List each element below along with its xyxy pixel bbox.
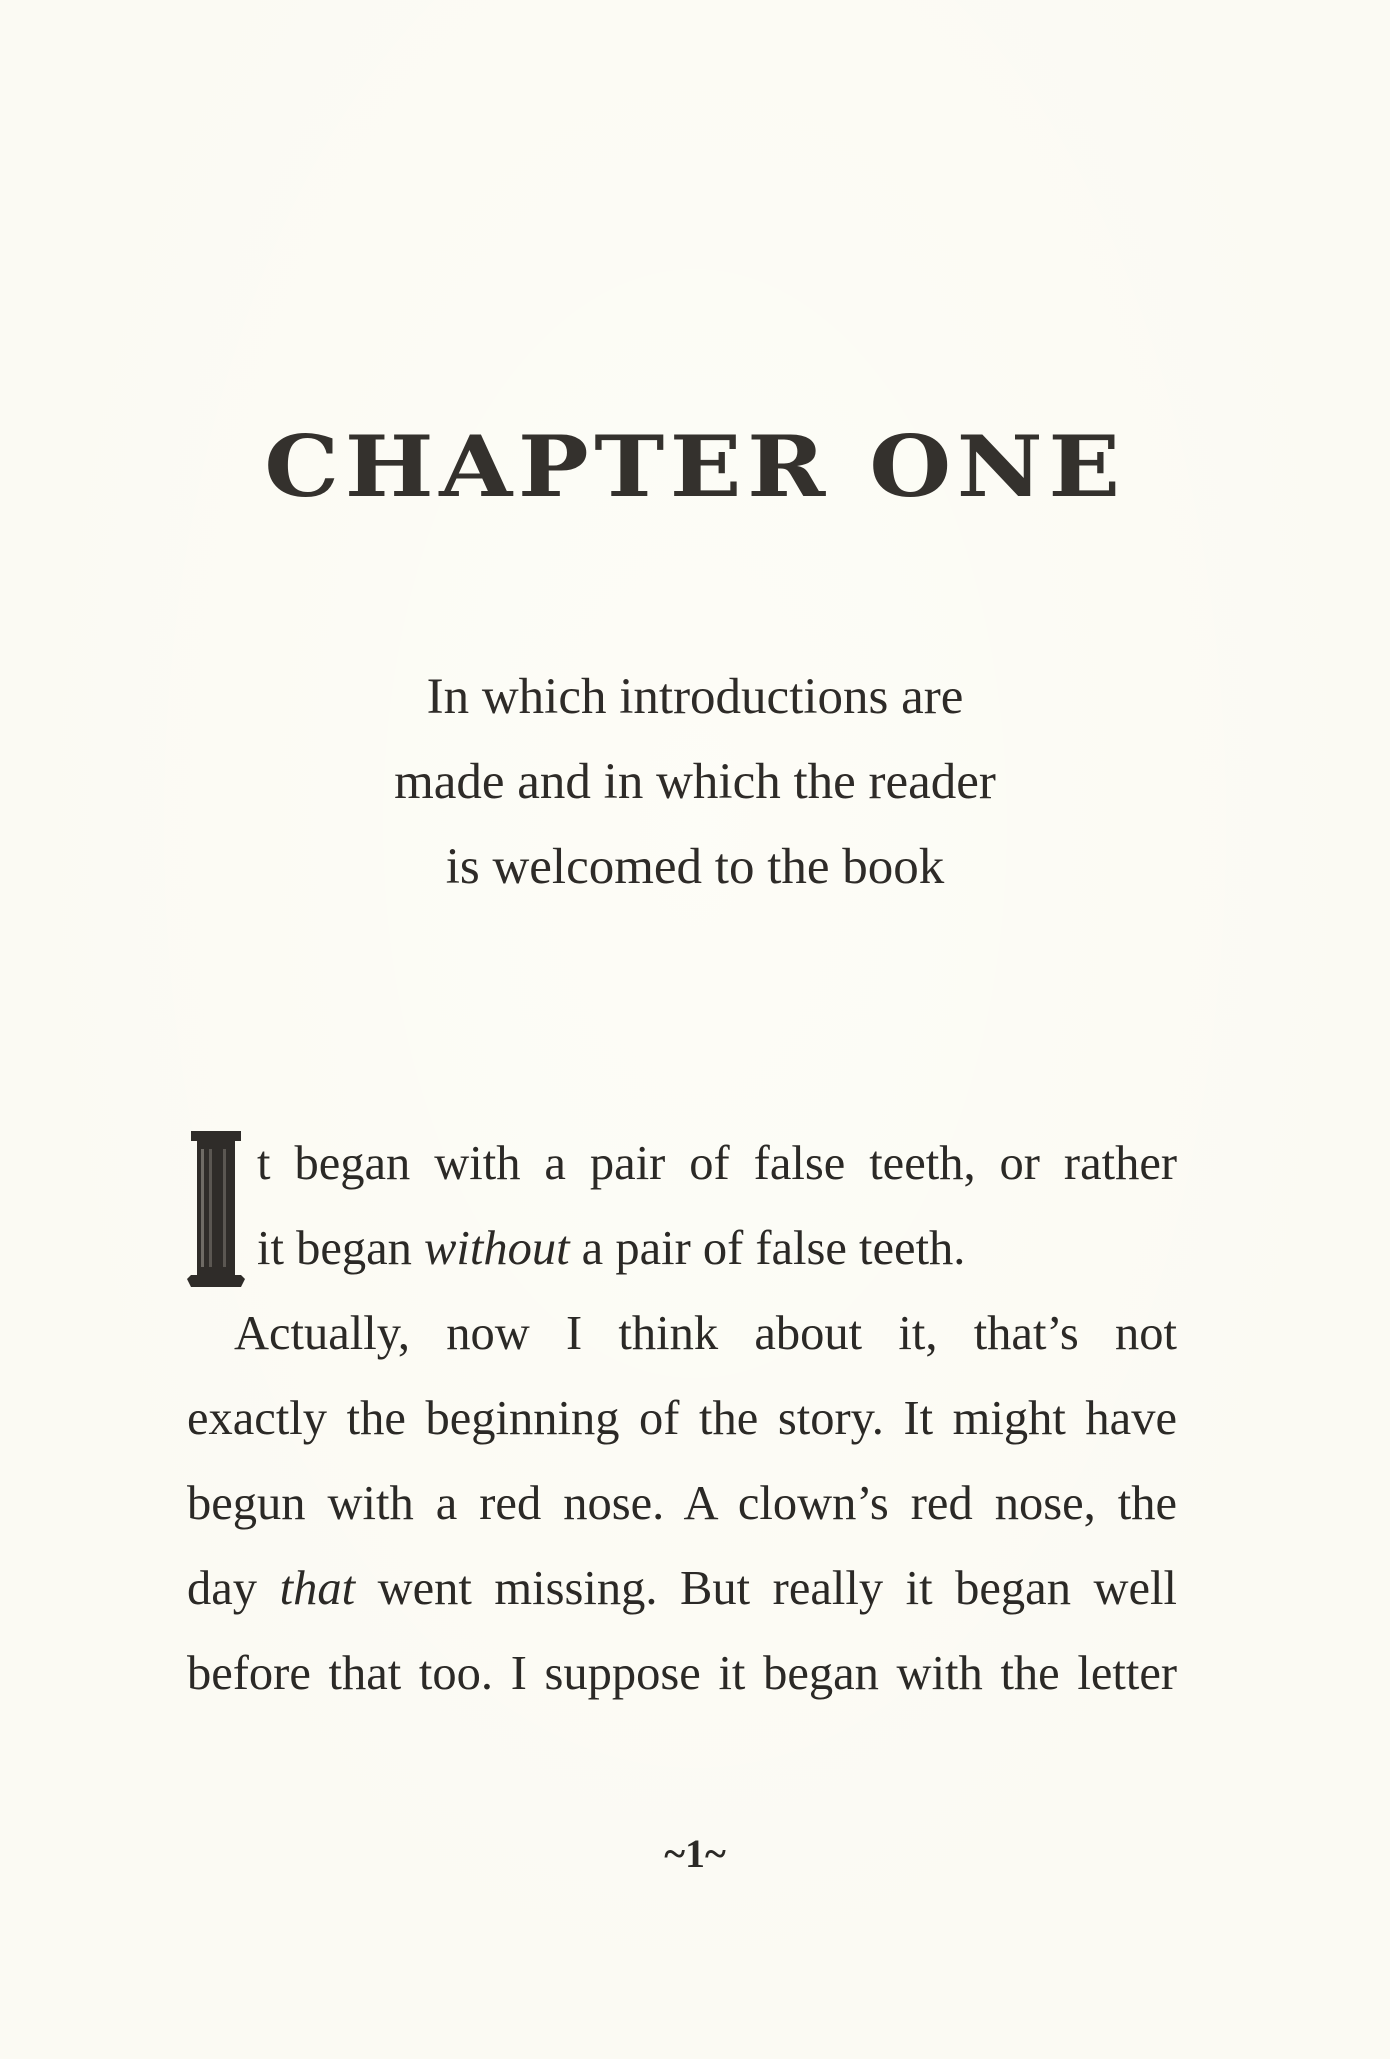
text-line: t began with a pair of false teeth, or rather <box>257 1137 1177 1190</box>
text-line <box>187 1206 1177 1291</box>
drop-cap-glyph <box>187 1129 245 1289</box>
text-run: it began <box>257 1222 425 1275</box>
paragraph-1 <box>187 1121 1177 1291</box>
text-line: Actually, now I think about it, that’s not <box>234 1307 1177 1360</box>
subtitle-line: made and in which the reader <box>394 754 996 810</box>
text-line: exactly the beginning of the story. It might have <box>187 1392 1177 1445</box>
subtitle-line: In which introductions are <box>426 669 964 725</box>
text-run: went missing. But really it began well <box>355 1562 1178 1615</box>
text-run: a pair of false teeth. <box>569 1222 966 1275</box>
chapter-title: CHAPTER ONE <box>264 417 1126 516</box>
chapter-subtitle <box>0 655 1390 910</box>
text-run: day <box>187 1562 280 1615</box>
text-line: before that too. I suppose it began with the letter <box>187 1647 1177 1700</box>
subtitle-line: is welcomed to the book <box>445 839 945 895</box>
text-line: begun with a red nose. A clown’s red nose, the <box>187 1477 1177 1530</box>
paragraph-2 <box>187 1291 1177 1716</box>
emphasis-text: that <box>279 1562 356 1615</box>
body-text <box>187 1121 1177 1716</box>
page-number: ~1~ <box>664 1831 726 1876</box>
emphasis-text: without <box>424 1222 570 1275</box>
drop-cap <box>187 1129 245 1289</box>
text-line <box>187 1546 1177 1631</box>
